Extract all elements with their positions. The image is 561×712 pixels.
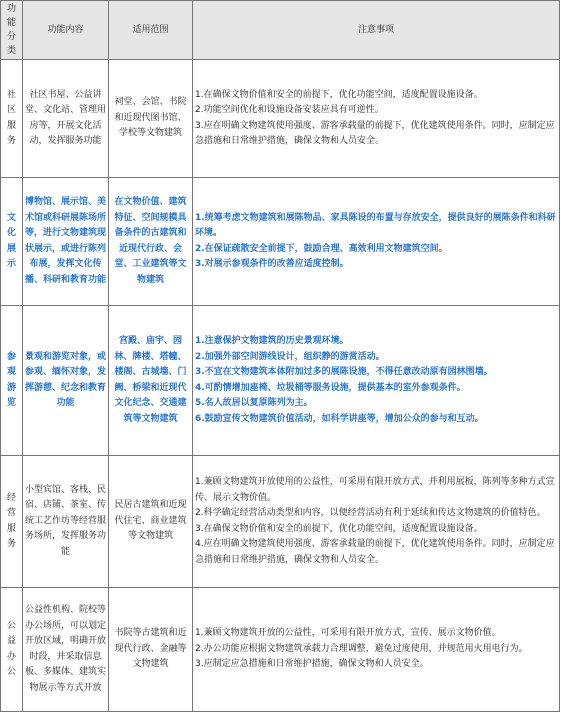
note-line: 3.在确保文物价值和安全的前提下，优化功能空间，适度配置设施设备。 [195, 523, 483, 534]
note-line: 3.应在明确文物建筑使用强度、游客承载量的前提下，优化建筑使用条件。同时，应制定应急措施和日常维护措施，确保文物和人员安全。 [195, 120, 555, 146]
table-row [1, 178, 560, 306]
note-line: 4.可酌情增加座椅、垃圾桶等服务设施，提供基本的室外参观条件。 [195, 382, 466, 393]
note-line: 1.注意保护文物建筑的历史景观环境。 [195, 336, 349, 346]
note-line: 2.功能空间优化和设施设备安装应具有可逆性。 [195, 105, 384, 115]
note-line: 1.兼顾文物建筑开放使用的公益性，可采用有限开放方式，并利用展板，陈列等多种方式宣传、展示文物价值。 [195, 477, 555, 503]
scope-cell: 书院等古建筑和近现代行政、金融等文物建筑 [109, 588, 193, 712]
scope-cell: 在文物价值、建筑特征、空间规模具备条件的古建筑和近现代行政、会堂、工业建筑等文物建筑 [109, 178, 193, 306]
content-cell: 公益性机构、院校等办公场所，可以划定开放区域，明确开放时段，并采取信息板、多媒体、建筑实物展示等方式开放 [23, 588, 109, 712]
notes-cell [193, 178, 560, 306]
table-row [1, 306, 560, 456]
note-line: 5.名人故居以复原陈列为主。 [195, 398, 313, 408]
category-cell: 经营服务 [1, 456, 23, 588]
notes-cell [193, 588, 560, 712]
header-notes: 注意事项 [193, 1, 560, 60]
note-line: 1.兼顾文物建筑开放的公益性，可采用有限开放方式，宣传、展示文物价值。 [195, 628, 501, 639]
note-line: 6.鼓励宣传文物建筑价值活动，如科学讲座等，增加公众的参与和互动。 [195, 413, 484, 424]
table-header-row [1, 1, 560, 60]
notes-cell [193, 60, 560, 178]
header-category: 功能分类 [1, 1, 23, 60]
notes-cell [193, 306, 560, 456]
note-line: 3.对展示参观条件的改善应适度控制。 [195, 259, 349, 269]
note-line: 3.不宜在文物建筑本体附加过多的展陈设施，不得任意改动原有园林围墙。 [195, 367, 493, 377]
notes-cell [193, 456, 560, 588]
category-cell: 参观游览 [1, 306, 23, 456]
note-line: 2.在保证疏散安全前提下，鼓励合理、高效利用文物建筑空间。 [195, 243, 448, 254]
category-cell: 文化展示 [1, 178, 23, 306]
note-line: 4.应在明确文物建筑使用强度、游客承载量的前提下，优化建筑使用条件。同时，应制定应急措施和日常维护措施，确保文物和人员安全。 [195, 539, 555, 565]
scope-cell: 祠堂、会馆、书院和近现代图书馆、学校等文物建筑 [109, 60, 193, 178]
content-cell: 社区书屋、公益讲堂、文化站、管理用房等，开展文化活动，发挥服务功能 [23, 60, 109, 178]
category-cell: 公益办公 [1, 588, 23, 712]
scope-cell: 民居古建筑和近现代住宅、商业建筑等文物建筑 [109, 456, 193, 588]
content-cell: 小型宾馆、客栈、民宿、店铺、茶室、传统工艺作坊等经营服务场所，发挥服务功能 [23, 456, 109, 588]
note-line: 2.科学确定经营活动类型和内容，以便经营活动有利于延续和传达文物建筑的价值特色。 [195, 508, 546, 518]
table-row [1, 60, 560, 178]
table-body [1, 60, 560, 712]
scope-cell: 宫殿、庙宇、园林、牌楼、塔幢、楼阁、古城墙、门阙、桥梁和近现代文化纪念、交通建筑等文物建筑 [109, 306, 193, 456]
content-cell: 博物馆、展示馆、美术馆或科研展陈场所等，进行文物建筑现状展示，或进行陈列布展，发挥文化传播、科研和教育功能 [23, 178, 109, 306]
table-row [1, 588, 560, 712]
note-line: 1.在确保文物价值和安全的前提下，优化功能空间，适度配置设施设备。 [195, 89, 483, 100]
category-cell: 社区服务 [1, 60, 23, 178]
note-line: 2.加强外部空间游线设计，组织静的游赏活动。 [195, 351, 385, 362]
note-line: 1.统筹考虑文物建筑和展陈物品、家具陈设的布置与存放安全，提供良好的展陈条件和科研环境。 [195, 212, 556, 238]
table-row [1, 456, 560, 588]
content-cell: 景观和游览对象，或参观、缅怀对象，发挥游憩、纪念和教育功能 [23, 306, 109, 456]
header-content: 功能内容 [23, 1, 109, 60]
header-scope: 适用范围 [109, 1, 193, 60]
note-line: 3.应制定应急措施和日常维护措施，确保文物和人员安全。 [195, 659, 429, 670]
note-line: 2.办公功能应根据文物建筑承载力合理调整，避免过度使用，并规范用火用电行为。 [195, 643, 528, 654]
